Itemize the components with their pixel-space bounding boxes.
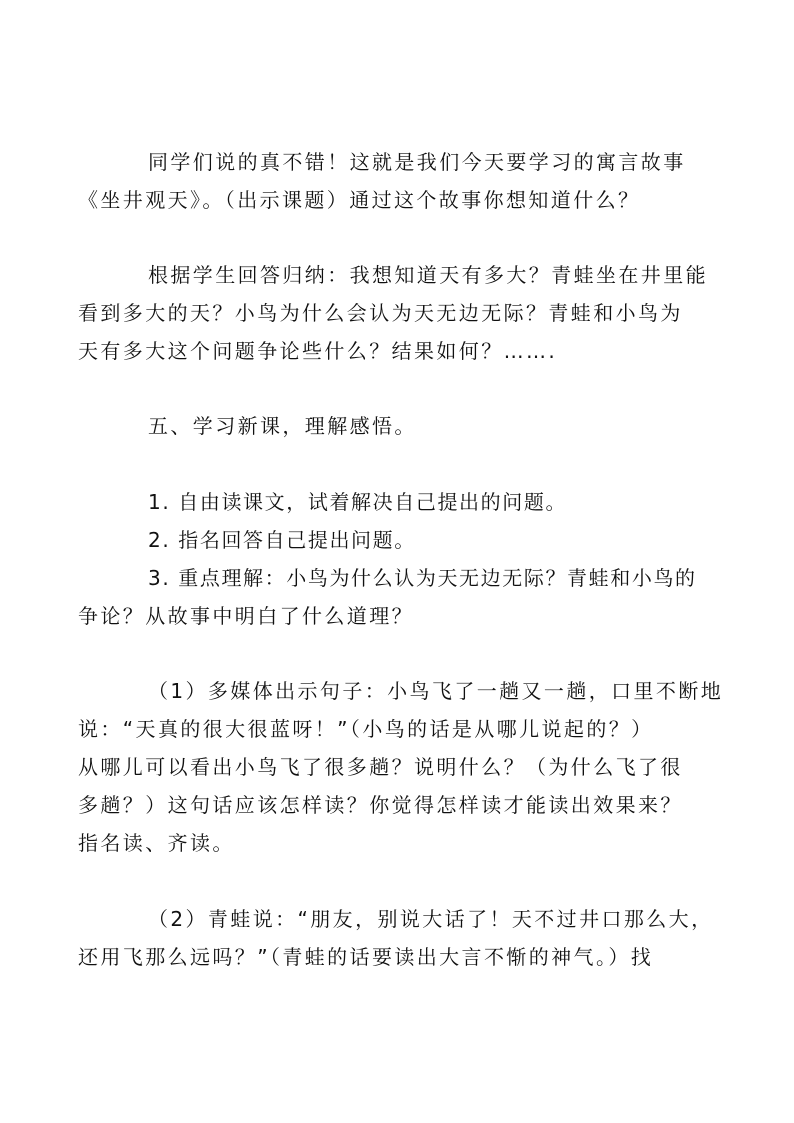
section-heading: 五、学习新课，理解感悟。 xyxy=(148,414,417,438)
subsection-1-line-4: 多趟？）这句话应该怎样读？你觉得怎样读才能读出效果来？ xyxy=(78,793,683,817)
paragraph-1-line-2: 《坐井观天》。（出示课题）通过这个故事你想知道什么？ xyxy=(78,188,641,212)
list-item-1: 1. 自由读课文，试着解决自己提出的问题。 xyxy=(148,490,568,514)
list-item-3-line-1: 3. 重点理解：小鸟为什么认为天无边无际？青蛙和小鸟的 xyxy=(148,566,697,590)
subsection-1-line-2: 说：“天真的很大很蓝呀！”（小鸟的话是从哪儿说起的？） xyxy=(78,717,654,741)
subsection-2-line-1: （2）青蛙说：“朋友，别说大话了！天不过井口那么大， xyxy=(148,907,714,931)
subsection-1-line-5: 指名读、齐读。 xyxy=(78,831,235,855)
list-item-3-line-2: 争论？从故事中明白了什么道理？ xyxy=(78,604,414,628)
paragraph-2-line-1: 根据学生回答归纳：我想知道天有多大？青蛙坐在井里能 xyxy=(148,263,708,287)
paragraph-1-line-1: 同学们说的真不错！这就是我们今天要学习的寓言故事 xyxy=(148,150,686,174)
subsection-1-line-1: （1）多媒体出示句子：小鸟飞了一趟又一趟，口里不断地 xyxy=(148,679,724,703)
list-item-2: 2. 指名回答自己提出问题。 xyxy=(148,528,416,552)
subsection-2-line-2: 还用飞那么远吗？”（青蛙的话要读出大言不惭的神气。）找 xyxy=(78,945,654,969)
paragraph-2-line-2: 看到多大的天？小鸟为什么会认为天无边无际？青蛙和小鸟为 xyxy=(78,301,683,325)
paragraph-2-line-3: 天有多大这个问题争论些什么？结果如何？……. xyxy=(78,339,558,363)
subsection-1-line-3: 从哪儿可以看出小鸟飞了很多趟？说明什么？（为什么飞了很 xyxy=(78,755,683,779)
